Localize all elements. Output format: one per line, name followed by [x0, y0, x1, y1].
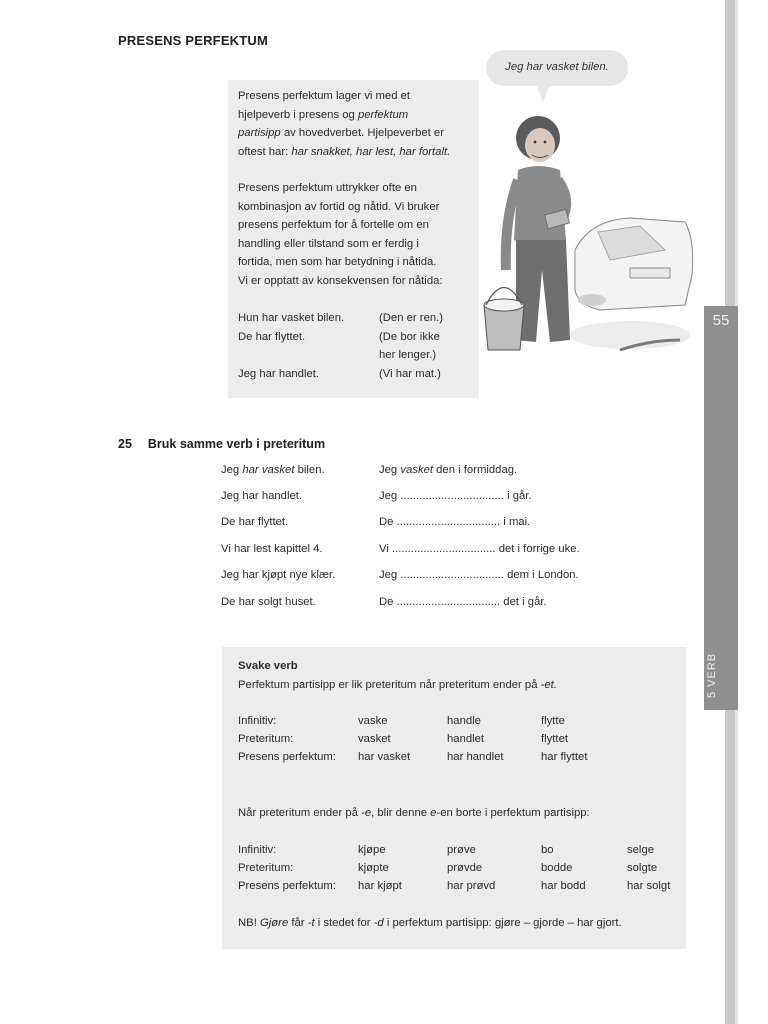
table-cell: vasket	[358, 733, 391, 745]
table-label: Preteritum:	[238, 862, 294, 874]
exercise-row-right: Jeg vasket den i formiddag.	[379, 464, 518, 476]
exercise-answer-field[interactable]: De ................................. i mai.	[379, 516, 531, 528]
table-cell: prøve	[447, 844, 476, 856]
table-cell: har prøvd	[447, 880, 496, 892]
exercise-number: 25	[118, 437, 132, 451]
intro-paragraph-1: Presens perfektum lager vi med et hjelpeverb i presens og perfektum partisipp av hovedverbet. Hjelpeverbet er oftest har: har snakket, har lest, har fortalt.	[238, 90, 451, 158]
table-cell: handle	[447, 715, 481, 727]
chapter-tab	[704, 306, 738, 710]
table-cell: solgte	[627, 862, 658, 874]
exercise-answer-field[interactable]: Jeg ................................. dem i London.	[379, 569, 579, 581]
exercise-row-left: De har solgt huset.	[221, 596, 316, 608]
example-sentences: Hun har vasket bilen. De har flyttet. Jeg har handlet.	[238, 312, 345, 380]
exercise-row-left: De har flyttet.	[221, 516, 289, 528]
table-cell: har flyttet	[541, 751, 588, 763]
speech-bubble-text: Jeg har vasket bilen.	[505, 61, 609, 73]
example-comments: (Den er ren.) (De bor ikke her lenger.) (Vi har mat.)	[379, 312, 444, 380]
weak-verbs-box	[222, 647, 686, 949]
table-cell: flyttet	[541, 733, 568, 745]
exercise-row-left: Jeg har handlet.	[221, 490, 303, 502]
intro-paragraph-2: Presens perfektum uttrykker ofte en kombinasjon av fortid og nåtid. Vi bruker presens perfektum for å fortelle om en handling eller tilstand som er ferdig i fortida, men som har betydning i nåtida. Vi er opptatt av konsekvensen for nåtida:	[238, 182, 443, 287]
weak-verbs-rule-2: Når preteritum ender på -e, blir denne e-en borte i perfektum partisipp:	[238, 807, 590, 819]
table-cell: flytte	[541, 715, 565, 727]
table-cell: bodde	[541, 862, 573, 874]
table-cell: handlet	[447, 733, 485, 745]
weak-verbs-rule-1: Perfektum partisipp er lik preteritum når preteritum ender på -et.	[238, 679, 557, 691]
exercise-row-left: Jeg har vasket bilen.	[221, 464, 325, 476]
table-cell: vaske	[358, 715, 388, 727]
chapter-label: 5 VERB	[706, 652, 718, 698]
exercise-row-left: Jeg har kjøpt nye klær.	[221, 569, 336, 581]
table-cell: kjøpte	[358, 862, 389, 874]
exercise-heading	[118, 437, 325, 451]
table-cell: bo	[541, 844, 554, 856]
table-label: Presens perfektum:	[238, 880, 336, 892]
table-label: Preteritum:	[238, 733, 294, 745]
table-label: Presens perfektum:	[238, 751, 336, 763]
exercise-answer-field[interactable]: Jeg ................................. i går.	[379, 490, 532, 502]
table-cell: selge	[627, 844, 655, 856]
exercise-answer-field[interactable]: De ................................. det i går.	[379, 596, 547, 608]
nb-note: NB! Gjøre får -t i stedet for -d i perfektum partisipp: gjøre – gjorde – har gjort.	[238, 917, 622, 929]
table-cell: har vasket	[358, 751, 411, 763]
table-cell: prøvde	[447, 862, 483, 874]
table-label: Infinitiv:	[238, 844, 277, 856]
exercise-answer-field[interactable]: Vi ................................. det i forrige uke.	[379, 543, 580, 555]
weak-verbs-heading: Svake verb	[238, 660, 298, 672]
exercise-row-left: Vi har lest kapittel 4.	[221, 543, 323, 555]
exercise-title: Bruk samme verb i preteritum	[147, 437, 326, 451]
table-cell: kjøpe	[358, 844, 386, 856]
table-cell: har bodd	[541, 880, 586, 892]
page-number: 55	[712, 312, 730, 329]
table-cell: har solgt	[627, 880, 671, 892]
woman-car-illustration	[480, 100, 700, 390]
page-title: PRESENS PERFEKTUM	[118, 33, 269, 48]
table-label: Infinitiv:	[238, 715, 277, 727]
table-cell: har handlet	[447, 751, 504, 763]
table-cell: har kjøpt	[358, 880, 402, 892]
